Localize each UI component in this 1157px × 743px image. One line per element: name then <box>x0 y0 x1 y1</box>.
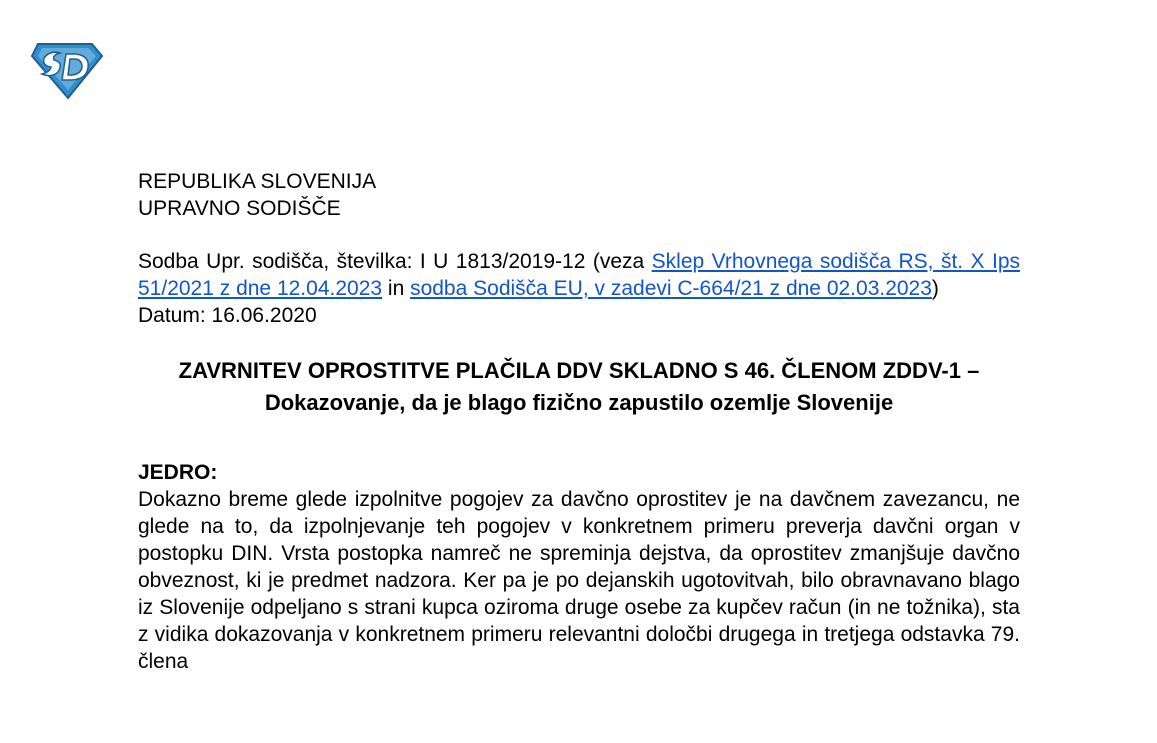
eu-court-ruling-link[interactable]: sodba Sodišča EU, v zadevi C-664/21 z dne 02.03.2023 <box>410 277 932 300</box>
case-reference-middle: in <box>382 277 411 300</box>
document-title: ZAVRNITEV OPROSTITVE PLAČILA DDV SKLADNO S 46. ČLENOM ZDDV-1 – Dokazovanje, da je blago fizično zapustilo ozemlje Slovenije <box>178 358 980 415</box>
logo-svg <box>30 40 104 100</box>
header-republic: REPUBLIKA SLOVENIJA <box>138 170 377 193</box>
jedro-text: Dokazno breme glede izpolnitve pogojev za davčno oprostitev je na davčnem zavezancu, ne glede na to, da izpolnjevanje teh pogojev v konkretnem primeru preverja davčni organ v postopku DIN. Vrsta postopka namreč ne spreminja dejstva, da oprostitev zmanjšuje davčno obveznost, ki je predmet nadzora. Ker pa je po dejanskih ugotovitvah, bilo obravnavano blago iz Slovenije odpeljano s strani kupca oziroma druge osebe za kupčev račun (in ne tožnika), sta z vidika dokazovanja v konkretnem primeru relevantni določbi drugega in tretjega odstavka 79. člena <box>138 488 1020 673</box>
supreme-court-ruling-link[interactable]: Sklep Vrhovnega sodišča RS, št. X Ips 51/2021 z dne 12.04.2023 <box>138 250 1021 300</box>
sd-diamond-logo-icon <box>30 40 104 100</box>
case-reference-prefix: Sodba Upr. sodišča, številka: I U 1813/2019-12 (veza <box>138 250 652 273</box>
header-court: UPRAVNO SODIŠČE <box>138 197 341 220</box>
document-body <box>138 168 1020 675</box>
jedro-label: JEDRO: <box>138 461 218 484</box>
case-date: Datum: 16.06.2020 <box>138 304 317 327</box>
case-reference-suffix: ) <box>931 277 939 300</box>
case-reference <box>138 248 1020 302</box>
